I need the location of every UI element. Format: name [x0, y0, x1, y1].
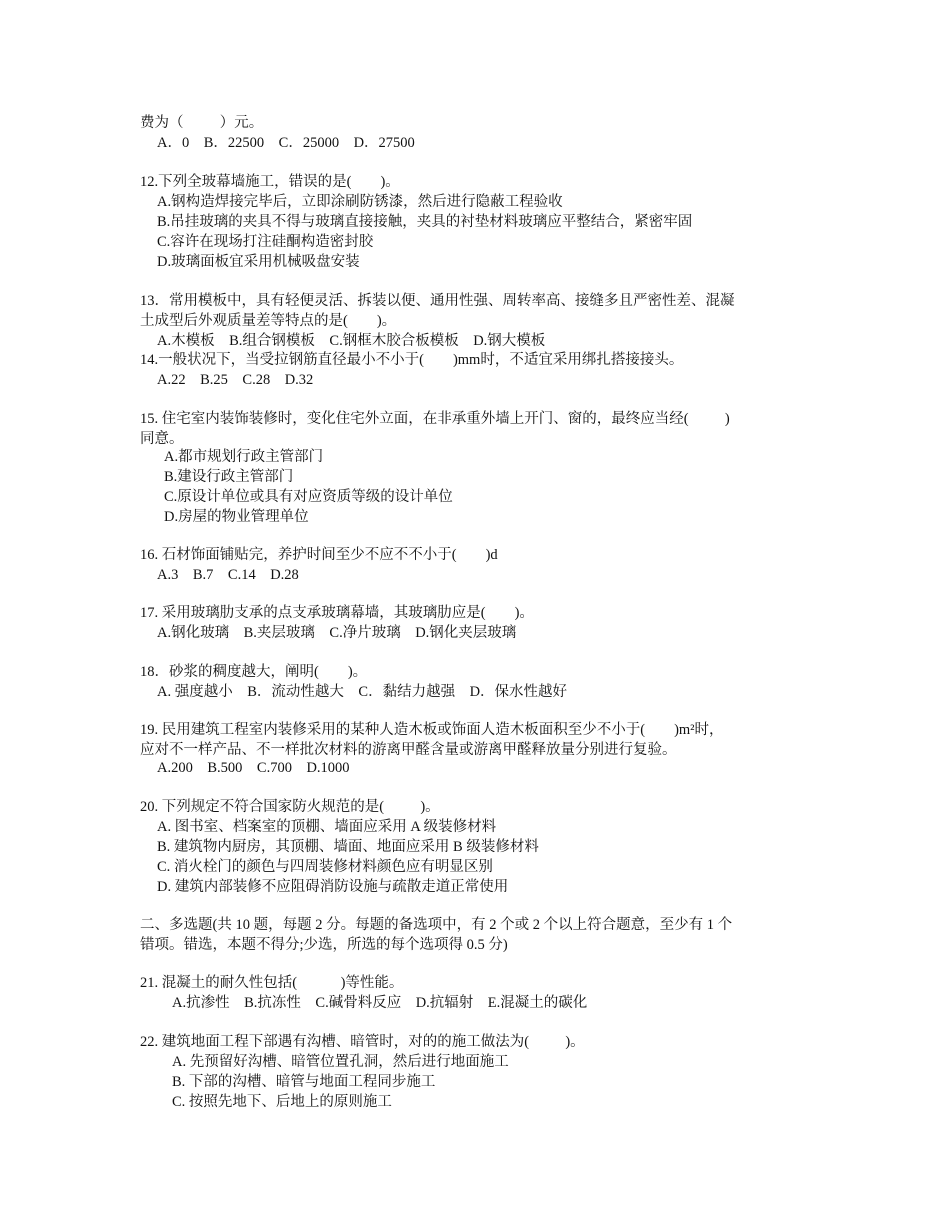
q17-stem: 17. 采用玻璃肋支承的点支承玻璃幕墙，其玻璃肋应是( )。 [140, 605, 534, 621]
q21-stem: 21. 混凝土的耐久性包括( )等性能。 [140, 975, 404, 991]
q18-stem: 18．砂浆的稠度越大，阐明( )。 [140, 664, 368, 680]
q20-option-d: D. 建筑内部装修不应阻碍消防设施与疏散走道正常使用 [157, 879, 509, 895]
q15-option-d: D.房屋的物业管理单位 [164, 509, 309, 525]
q21-options: A.抗渗性 B.抗冻性 C.碱骨料反应 D.抗辐射 E.混凝土的碳化 [172, 995, 588, 1011]
q16-options: A.3 B.7 C.14 D.28 [157, 567, 299, 583]
q12-option-b: B.吊挂玻璃的夹具不得与玻璃直接接触，夹具的衬垫材料玻璃应平整结合，紧密牢固 [157, 214, 693, 230]
q15-option-c: C.原设计单位或具有对应资质等级的设计单位 [164, 489, 453, 505]
q20-stem: 20. 下列规定不符合国家防火规范的是( )。 [140, 799, 440, 815]
q20-option-c: C. 消火栓门的颜色与四周装修材料颜色应有明显区别 [157, 859, 493, 875]
q19-stem: 19. 民用建筑工程室内装修采用的某种人造木板或饰面人造木板面积至少不小于( )m²时， [140, 722, 724, 738]
q20-option-b: B. 建筑物内厨房，其顶棚、墙面、地面应采用 B 级装修材料 [157, 839, 539, 855]
q11-options: A．0 B．22500 C．25000 D．27500 [157, 135, 415, 151]
section-heading-multiple-choice: 二、多选题(共 10 题，每题 2 分。每题的备选项中，有 2 个或 2 个以上符合题意，至少有 1 个 [140, 917, 733, 933]
q22-option-c: C. 按照先地下、后地上的原则施工 [172, 1094, 392, 1110]
q22-option-b: B. 下部的沟槽、暗管与地面工程同步施工 [172, 1074, 436, 1090]
q12-option-a: A.钢构造焊接完毕后，立即涂刷防锈漆，然后进行隐蔽工程验收 [157, 194, 563, 210]
q19-stem-cont: 应对不一样产品、不一样批次材料的游离甲醛含量或游离甲醛释放量分别进行复验。 [140, 742, 677, 758]
q15-stem-cont: 同意。 [140, 431, 184, 447]
q17-options: A.钢化玻璃 B.夹层玻璃 C.净片玻璃 D.钢化夹层玻璃 [157, 625, 517, 641]
q15-stem: 15. 住宅室内装饰装修时，变化住宅外立面，在非承重外墙上开门、窗的，最终应当经( ) [140, 411, 730, 427]
q11-continuation: 费为（ ）元。 [140, 115, 264, 131]
q12-option-c: C.容许在现场打注硅酮构造密封胶 [157, 234, 374, 250]
q20-option-a: A. 图书室、档案室的顶棚、墙面应采用 A 级装修材料 [157, 819, 497, 835]
q14-stem: 14.一般状况下，当受拉钢筋直径最小不小于( )mm时，不适宜采用绑扎搭接接头。 [140, 352, 684, 368]
q13-stem-cont: 土成型后外观质量差等特点的是( )。 [140, 313, 397, 329]
q12-stem: 12.下列全玻幕墙施工，错误的是( )。 [140, 174, 400, 190]
section-heading-cont: 错项。错选，本题不得分;少选，所选的每个选项得 0.5 分) [140, 937, 508, 953]
q13-stem: 13．常用模板中，具有轻便灵活、拆装以便、通用性强、周转率高、接缝多且严密性差、混凝 [140, 293, 735, 309]
q22-stem: 22. 建筑地面工程下部遇有沟槽、暗管时，对的的施工做法为( )。 [140, 1034, 585, 1050]
q13-options: A.木模板 B.组合钢模板 C.钢框木胶合板模板 D.钢大模板 [157, 333, 546, 349]
q15-option-a: A.都市规划行政主管部门 [164, 449, 324, 465]
q12-option-d: D.玻璃面板宜采用机械吸盘安装 [157, 254, 360, 270]
q18-options: A. 强度越小 B．流动性越大 C．黏结力越强 D．保水性越好 [157, 684, 568, 700]
q16-stem: 16. 石材饰面铺贴完，养护时间至少不应不不小于( )d [140, 547, 498, 563]
q14-options: A.22 B.25 C.28 D.32 [157, 372, 314, 388]
q19-options: A.200 B.500 C.700 D.1000 [157, 760, 350, 776]
q22-option-a: A. 先预留好沟槽、暗管位置孔洞，然后进行地面施工 [172, 1054, 509, 1070]
q15-option-b: B.建设行政主管部门 [164, 469, 294, 485]
